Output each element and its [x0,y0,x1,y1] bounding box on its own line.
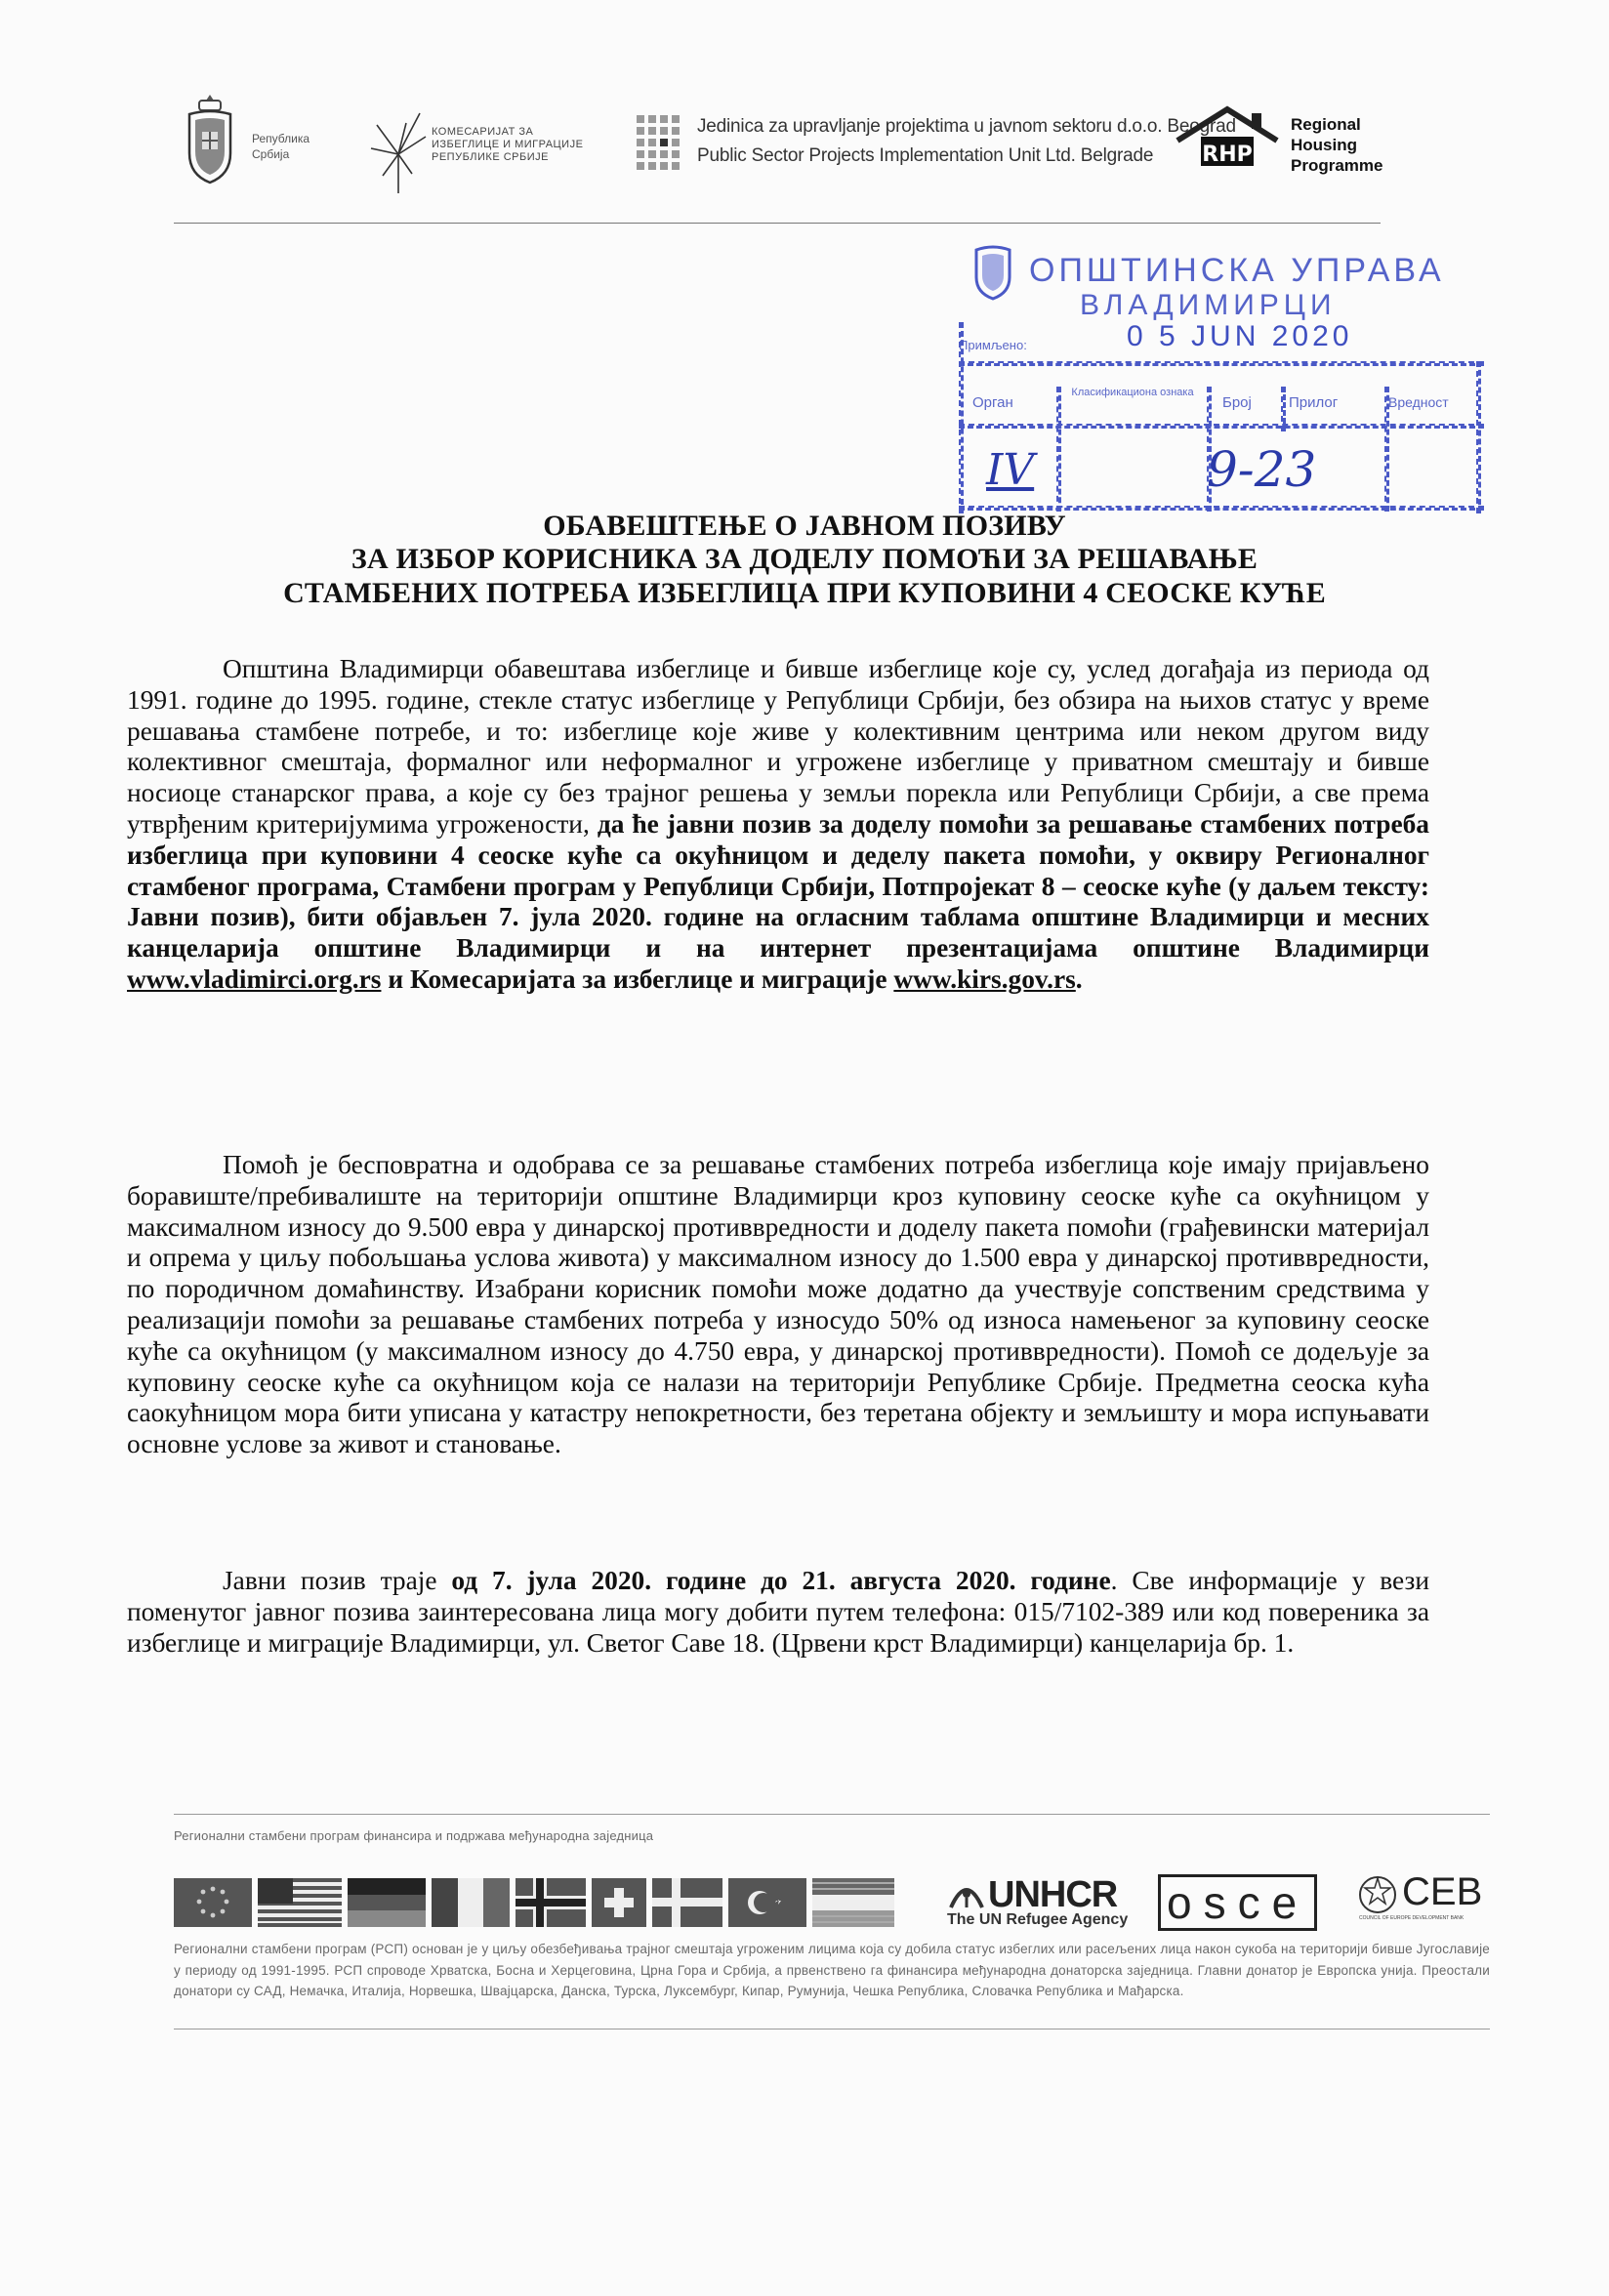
osce-logo [1158,1874,1317,1931]
stamp-title-line2: ВЛАДИМИРЦИ [1080,289,1337,321]
ceb-wordmark: CEB [1402,1870,1483,1913]
p3-start-text: Јавни позив траје [223,1566,437,1595]
stamp-received-label: Примљено: [959,338,1027,352]
norway-flag-icon [516,1878,586,1927]
paragraph-2 [127,1150,1429,1460]
p3-bold-dates: од 7. јула 2020. године до 21. августа 2020. године [451,1566,1111,1595]
p1-normal-text: Општина Владимирци обавештава избеглице и бивше избеглице које су, услед догађаја из периода од 1991. године до 1995. године, стекле статус избеглице у Републици Србији, без обзира на њихов статус у време решавања стамбене потребе, и то: избеглице које живе у колективним центрима или неком другом виду колективног смештаја, формалног или неформалног и угрожене избеглице у приватном смештају и бивше носиоце станарског права, а које су без трајног решења у земљи порекла или Републици Србији, а све према утврђеним критеријумима угрожености, [127,654,1429,839]
eu-flag-icon [174,1878,252,1927]
stamp-col-class: Класификациона ознака [1071,387,1194,398]
usa-flag-icon [258,1878,342,1927]
rhp-name: Regional Housing Programme [1291,115,1383,175]
p2-text: Помоћ је бесповратна и одобрава се за решавање стамбених потреба избеглица које имају пријављено боравиште/пребивалиште на територији општине Владимирци кроз куповину сеоске куће са окућницом у максималном износу до 9.500 евра у динарској противвредности и доделу пакета помоћи (грађевински материјал и опрема у циљу побољшања услова живота) у максималном износу до 1.500 евра у динарској противвредности, по породичном домаћинству. Изабрани корисник помоћи може додатно да учествује сопственим средствима у реализацији помоћи за решавање стамбених потреба у износудо 50% од износа намењеног за куповину сеоске куће са окућницом (у максималном износу до 4.750 евра, у динарској противвредности). Помоћ се додељује за куповину сеоске куће са окућницом која се налази на територији Републике Србије. Предметна сеоска кућа саокућницом мора бити уписана у катастру непокретности, без теретана објекту и земљишту и мора испуњавати основне услове за живот и становање. [127,1150,1429,1459]
stamp-coat-of-arms-icon [972,240,1013,301]
germany-flag-icon [348,1878,426,1927]
paragraph-1: Општина Владимирци обавештава избеглице и бивше избеглице које су, услед догађаја из периода од 1991. године до 1995. године, стекле статус избеглице у Републици Србији, без обзира на њихов статус у време решавања стамбене потребе, и то: избеглице које живе у колективним центрима или неком другом виду колективног смештаја, формалног или неформалног и угрожене избеглице у приватном смештају и бивше носиоце станарског права, а које су без трајног решења у земљи порекла или Републици Србији, а све према утврђеним критеријумима угрожености, да ће јавни позив за доделу помоћи за решавање стамбених потреба избеглица при куповини 4 сеоске куће са окућницом и деделу пакета помоћи, у оквиру Регионалног стамбеног програма, Стамбени програм у Републици Србији, Потпројекат 8 – сеоске куће (у даљем тексту: Јавни позив), бити објављен 7. јула 2020. године на огласним таблама општине Владимирци и месних канцеларија општине Владимирци и на интернет презентацијама општине Владимирци www.vladimirci.org.rs и Комесаријата за избеглице и миграције www.kirs.gov.rs. [127,654,1429,994]
footer-divider-top [174,1814,1490,1815]
header-divider [174,223,1381,224]
stamp-col-organ: Орган [972,394,1013,411]
footer-funding-line: Регионални стамбени програм финансира и подржава међународна заједница [174,1828,654,1843]
switzerland-flag-icon [592,1878,646,1927]
komesarijat-name: КОМЕСАРИЈАТ ЗА ИЗБЕГЛИЦЕ И МИГРАЦИЈЕ РЕПУБЛИКЕ СРБИЈЕ [432,126,584,163]
ceb-logo-icon [1357,1874,1398,1915]
osce-wordmark: osce [1167,1877,1309,1928]
pspiu-name: Jedinica za upravljanje projektima u javnom sektoru d.o.o. Beograd Public Sector Projects Implementation Unit Ltd. Belgrade [697,116,1236,166]
p1-bold-text-2: и Комесаријата за избеглице и миграције [388,964,887,994]
turkey-flag-icon [728,1878,806,1927]
stamp-col-broj: Број [1222,394,1252,411]
serbia-name: Република Србија [252,132,310,161]
rhp-logo-letters: RHP [1202,143,1253,167]
stamp-date: 0 5 JUN 2020 [1127,320,1353,352]
stamp-title-line1: ОПШТИНСКА УПРАВА [1029,252,1445,289]
italy-flag-icon [432,1878,510,1927]
footer-description: Регионални стамбени програм (РСП) основан је у циљу обезбеђивања трајног смештаја угроженим лицима која су добила статус избеглих или расељених лица након сукоба на територији бивше Југославије у периоду од 1991-1995. РСП спроводе Хрватска, Босна и Херцеговина, Црна Гора и Србија, а првенствено га финансира међународна донаторска заједница. Главни донатор је Европска унија. Преостали донатори су САД, Немачка, Италија, Норвешка, Швајцарска, Данска, Турска, Луксембург, Кипар, Румунија, Чешка Република, Словачка Република и Мађарска. [174,1942,1490,1998]
link-vladimirci[interactable]: www.vladimirci.org.rs [127,964,382,994]
stamp-broj-value: 9-23 [1207,441,1317,498]
luxembourg-flag-icon [812,1878,894,1927]
link-kirs[interactable]: www.kirs.gov.rs [893,964,1076,994]
serbia-coat-of-arms-icon [186,93,234,186]
stamp-col-prilog: Прилог [1289,394,1339,411]
pspiu-logo-icon [637,115,681,172]
unhcr-subtitle: The UN Refugee Agency [947,1911,1129,1928]
footer-divider-bottom [174,2029,1490,2030]
rhp-house-logo-icon [1174,105,1281,170]
paragraph-3 [127,1566,1429,1659]
unhcr-logo-icon [947,1878,986,1911]
title-line-2: ЗА ИЗБОР КОРИСНИКА ЗА ДОДЕЛУ ПОМОЋИ ЗА РЕШАВАЊЕ [351,543,1258,575]
komesarijat-logo-icon [369,105,428,195]
denmark-flag-icon [652,1878,722,1927]
unhcr-wordmark: UNHCR [988,1874,1118,1915]
ceb-subtitle: COUNCIL OF EUROPE DEVELOPMENT BANK [1359,1915,1465,1921]
stamp-organ-value: IV [986,445,1035,495]
stamp-col-vrednost: Вредност [1388,394,1449,410]
p3-end-text: . Све информације у вези поменутог јавног позива заинтересована лица могу добити путем телефона: 015/7102-389 или код повереника за избеглице и миграције Владимирци, ул. Светог Саве 18. (Црвени крст Владимирци) канцеларија бр. 1. [127,1566,1430,1658]
title-line-1: ОБАВЕШТЕЊЕ О ЈАВНОМ ПОЗИВУ [543,510,1066,542]
p1-bold-text: да ће јавни позив за доделу помоћи за решавање стамбених потреба избеглица при куповини 4 сеоске куће са окућницом и деделу пакета помоћи, у оквиру Регионалног стамбеног програма, Стамбени програм у Републици Србији, Потпројекат 8 – сеоске куће (у даљем тексту: Јавни позив), бити објављен 7. јула 2020. године на огласним таблама општине Владимирци и месних канцеларија општине Владимирци и на интернет презентацијама општине Владимирци [127,808,1429,964]
title-line-3: СТАМБЕНИХ ПОТРЕБА ИЗБЕГЛИЦА ПРИ КУПОВИНИ 4 СЕОСКЕ КУЋЕ [283,577,1326,609]
